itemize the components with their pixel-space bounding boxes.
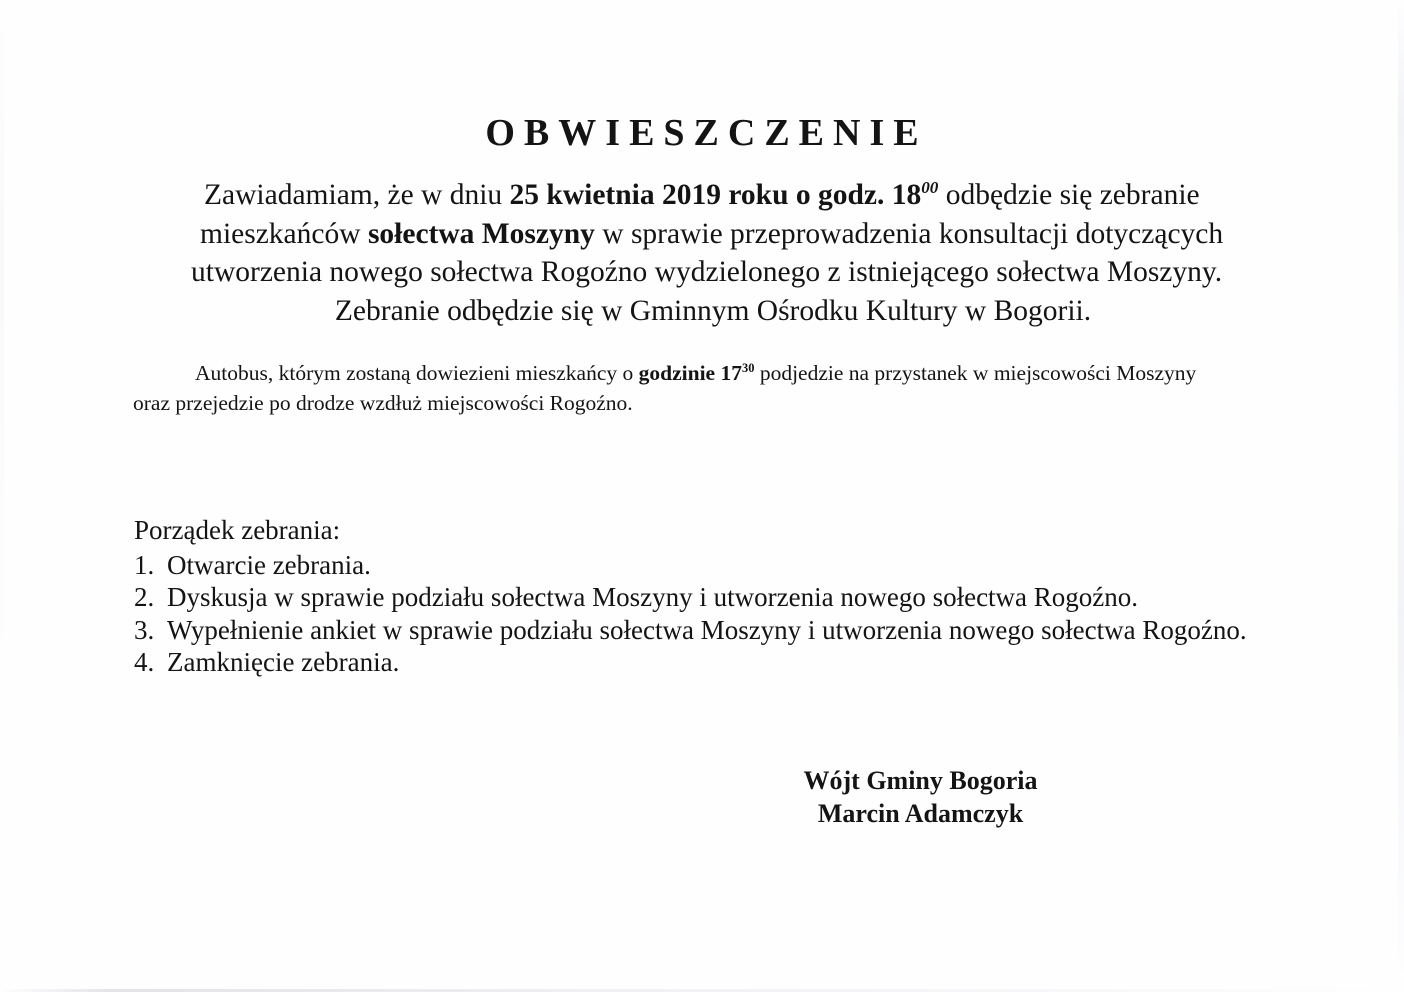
lead-line-2-prefix: mieszkańców bbox=[200, 217, 368, 250]
bus-note-line-1 bbox=[133, 358, 1293, 388]
lead-line-2-suffix: w sprawie przeprowadzenia konsultacji dotyczących bbox=[594, 217, 1224, 250]
bus-note-line-1-suffix: podjedzie na przystanek w miejscowości Moszyny bbox=[754, 361, 1197, 385]
lead-line-3: utworzenia nowego sołectwa Rogoźno wydzielonego z istniejącego sołectwa Moszyny. bbox=[191, 256, 1223, 288]
agenda-item-number: 4. bbox=[134, 647, 155, 677]
lead-paragraph bbox=[186, 176, 1264, 330]
village-name-bold: sołectwa Moszyny bbox=[367, 217, 595, 250]
agenda-heading: Porządek zebrania: bbox=[134, 515, 341, 545]
bus-transport-note bbox=[133, 358, 1293, 418]
meeting-datetime-bold: 25 kwietnia 2019 roku o godz. 18 bbox=[509, 179, 922, 211]
bus-note-line-1-prefix: Autobus, którym zostaną dowiezieni mieszkańcy o bbox=[195, 361, 639, 385]
lead-line-1 bbox=[186, 176, 1264, 215]
signatory-role: Wójt Gminy Bogoria bbox=[803, 766, 1038, 795]
agenda-item-text: Zamknięcie zebrania. bbox=[167, 647, 400, 677]
bus-time-minutes-superscript: 30 bbox=[741, 360, 755, 375]
document-title: OBWIESZCZENIE bbox=[485, 112, 928, 155]
signature-block bbox=[748, 764, 1093, 830]
agenda-item-text: Dyskusja w sprawie podziału sołectwa Moszyny i utworzenia nowego sołectwa Rogoźno. bbox=[167, 582, 1139, 612]
signatory-name: Marcin Adamczyk bbox=[817, 799, 1024, 828]
agenda-list bbox=[134, 549, 1247, 679]
lead-line-4-venue: Zebranie odbędzie się w Gminnym Ośrodku Kultury w Bogorii. bbox=[334, 294, 1092, 327]
bus-note-line-2: oraz przejedzie po drodze wzdłuż miejscowości Rogoźno. bbox=[133, 391, 633, 415]
bus-time-bold: godzinie 17 bbox=[638, 361, 742, 385]
list-item bbox=[134, 549, 1247, 582]
agenda-section bbox=[134, 514, 1247, 679]
agenda-item-number: 3. bbox=[134, 614, 155, 645]
lead-line-2 bbox=[186, 215, 1264, 254]
list-item bbox=[134, 614, 1247, 647]
agenda-item-text: Otwarcie zebrania. bbox=[167, 549, 371, 580]
list-item bbox=[134, 646, 1247, 679]
list-item bbox=[134, 581, 1247, 614]
lead-line-1-suffix: odbędzie się zebranie bbox=[938, 179, 1200, 211]
agenda-item-number: 2. bbox=[134, 582, 155, 612]
lead-line-1-prefix: Zawiadamiam, że w dniu bbox=[204, 179, 510, 211]
agenda-item-text: Wypełnienie ankiet w sprawie podziału sołectwa Moszyny i utworzenia nowego sołectwa Rogoźno. bbox=[167, 614, 1247, 645]
agenda-item-number: 1. bbox=[134, 549, 155, 580]
meeting-time-minutes-superscript: 00 bbox=[921, 178, 939, 198]
